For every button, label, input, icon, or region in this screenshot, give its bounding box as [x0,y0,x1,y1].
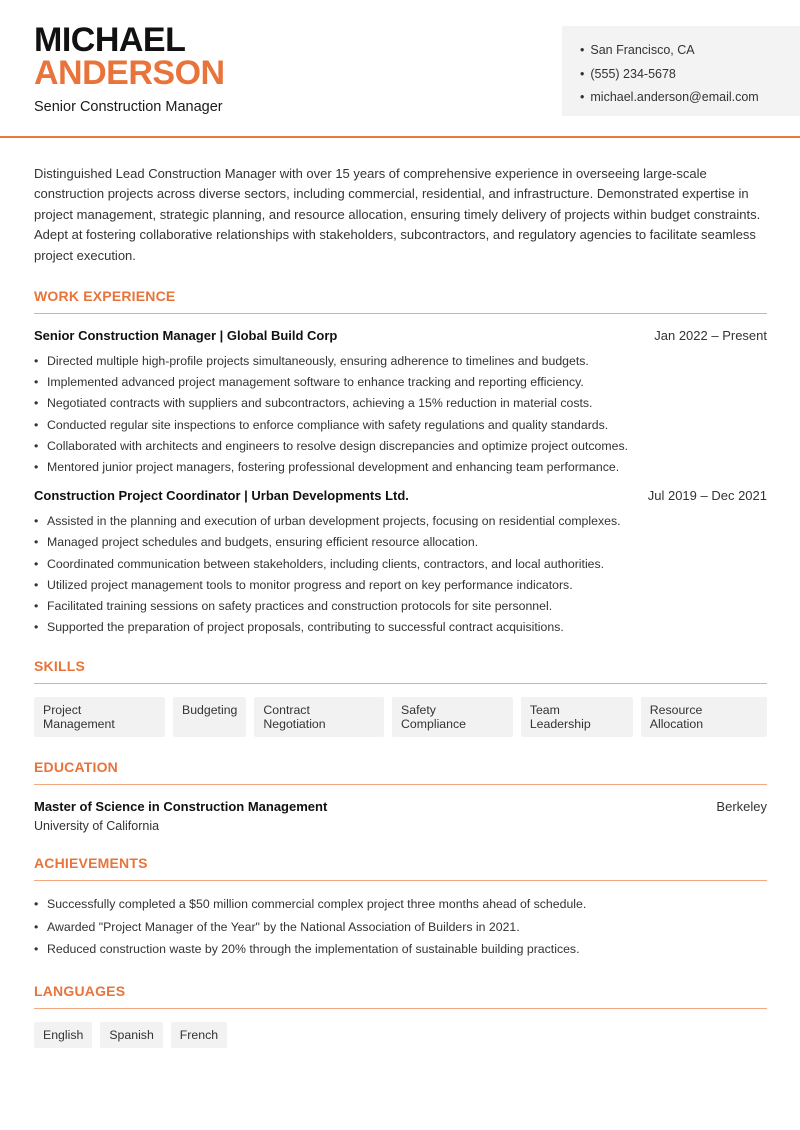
list-item: • Supported the preparation of project proposals, contributing to successful contract acquisitions. [34,617,767,638]
list-item: • Utilized project management tools to monitor progress and report on key performance indicators. [34,575,767,596]
list-item: • Collaborated with architects and engineers to resolve design discrepancies and optimize project outcomes. [34,436,767,457]
last-name: ANDERSON [34,54,225,92]
skills-list [34,697,767,737]
achievements-list [34,893,767,961]
skill-tag: Team Leadership [521,697,633,737]
list-item: • Conducted regular site inspections to enforce compliance with safety regulations and quality standards. [34,415,767,436]
list-item: • Facilitated training sessions on safety practices and construction protocols for site personnel. [34,596,767,617]
language-tag: French [171,1022,227,1048]
list-item: • Reduced construction waste by 20% through the implementation of sustainable building practices. [34,938,767,961]
section-heading-languages: LANGUAGES [34,983,767,1009]
language-tag: English [34,1022,92,1048]
education-location: Berkeley [716,799,767,815]
list-item: • Awarded "Project Manager of the Year" by the National Association of Builders in 2021. [34,916,767,939]
job-title: Construction Project Coordinator | Urban Developments Ltd. [34,488,409,504]
section-heading-achievements: ACHIEVEMENTS [34,855,767,881]
first-name: MICHAEL [34,21,186,59]
contact-box [562,26,800,116]
languages-list [34,1022,767,1048]
job-dates: Jul 2019 – Dec 2021 [647,488,767,504]
language-tag: Spanish [100,1022,162,1048]
section-heading-education: EDUCATION [34,759,767,785]
summary: Distinguished Lead Construction Manager with over 15 years of comprehensive experience in overseeing large-scale construction projects across diverse sectors, including commercial, residential, and infrastructure. Demonstrated expertise in project management, strategic planning, and resource allocation, ensuring timely delivery of projects within budget constraints. Adept at fostering collaborative relationships with stakeholders, subcontractors, and regulatory agencies to facilitate seamless project execution. [34,166,761,263]
list-item: • Negotiated contracts with suppliers and subcontractors, achieving a 15% reduction in material costs. [34,393,767,414]
job-dates: Jan 2022 – Present [654,328,767,344]
job-header [34,487,767,505]
list-item: • Mentored junior project managers, fostering professional development and enhancing team performance. [34,457,767,478]
contact-location: • San Francisco, CA [580,39,800,63]
candidate-name [34,21,225,92]
job-bullets [34,351,767,478]
list-item: • Managed project schedules and budgets, ensuring efficient resource allocation. [34,532,767,553]
list-item: • Assisted in the planning and execution of urban development projects, focusing on residential complexes. [34,511,767,532]
list-item: • Successfully completed a $50 million commercial complex project three months ahead of schedule. [34,893,767,916]
job-bullets [34,511,767,638]
degree: Master of Science in Construction Management [34,799,328,815]
resume-header [0,0,800,138]
section-heading-skills: SKILLS [34,658,767,684]
skill-tag: Budgeting [173,697,246,737]
school: University of California [34,819,160,834]
education-header [34,798,767,816]
list-item: • Coordinated communication between stakeholders, including clients, contractors, and local authorities. [34,554,767,575]
skill-tag: Safety Compliance [392,697,513,737]
list-item: • Directed multiple high-profile projects simultaneously, ensuring adherence to timelines and budgets. [34,351,767,372]
contact-phone: • (555) 234-5678 [580,63,800,87]
job-title: Senior Construction Manager | Global Build Corp [34,328,338,344]
job-title: Senior Construction Manager [34,99,223,115]
contact-email[interactable]: • michael.anderson@email.com [580,86,800,110]
job-header [34,327,767,345]
list-item: • Implemented advanced project management software to enhance tracking and reporting efficiency. [34,372,767,393]
section-heading-work: WORK EXPERIENCE [34,288,767,314]
skill-tag: Project Management [34,697,165,737]
skill-tag: Contract Negotiation [254,697,384,737]
skill-tag: Resource Allocation [641,697,767,737]
